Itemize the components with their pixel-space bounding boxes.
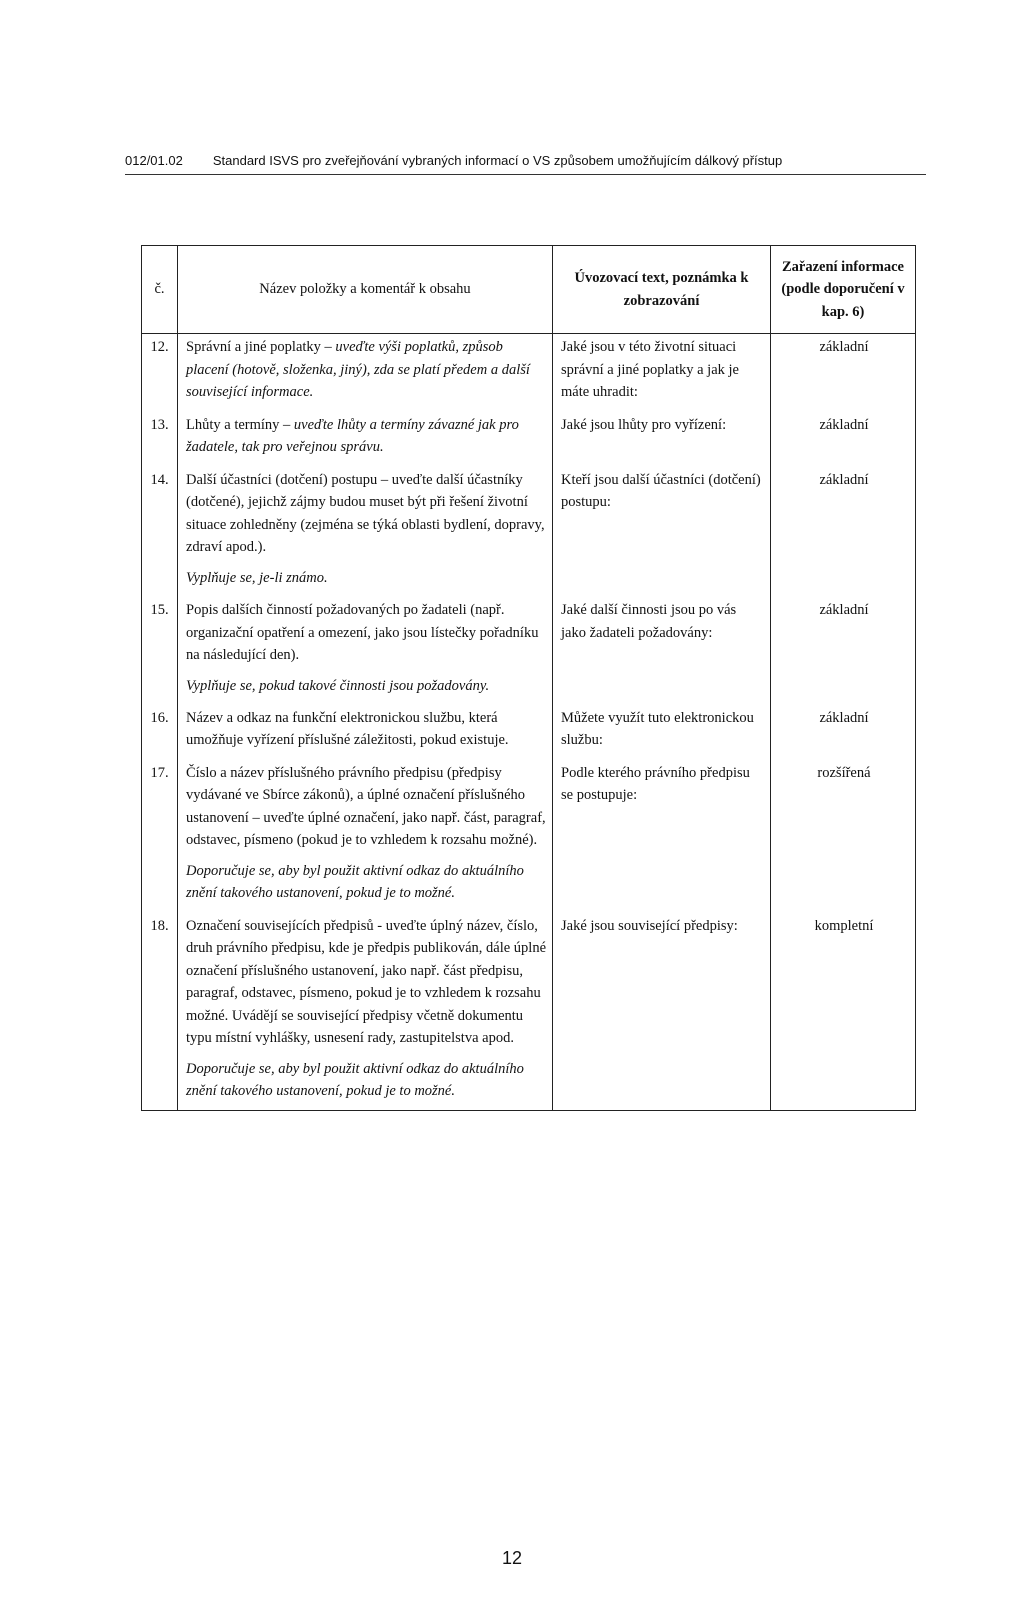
page-header [125,153,926,175]
item-name-text: Číslo a název příslušného právního předpisu (předpisy vydávané ve Sbírce zákonů), a úplné označení příslušného ustanovení – uveďte úplné označení, jako např. část, paragraf, odstavec, písmeno (pokud je to vzhledem k rozsahu možné). [186,764,546,849]
table-row [142,597,916,705]
row-item-name [178,913,553,1111]
table-row [142,467,916,597]
row-item-name [178,597,553,705]
row-category: základní [771,597,916,705]
row-intro-text: Jaké jsou v této životní situaci správní a jiné poplatky a jak je máte uhradit: [553,334,771,412]
row-intro-text: Jaké další činnosti jsou po vás jako žadateli požadovány: [553,597,771,705]
item-name-text: Označení souvisejících předpisů - uveďte úplný název, číslo, druh právního předpisu, kde je předpis publikován, dále úplné označení příslušného ustanovení, jako např. část předpisu, paragraf, odstavec, písmeno, pokud je to vzhledem k rozsahu možné. Uvádějí se související předpisy včetně dokumentu typu místní vyhlášky, usnesení rady, zastupitelstva apod. [186,917,547,1047]
item-name-italic: uveďte výši poplatků, způsob placení (hotově, složenka, jiný), zda se platí předem a další související informace. [186,339,530,401]
item-note: Vyplňuje se, pokud takové činnosti jsou požadovány. [186,677,490,694]
row-number-text: 12. [150,339,169,356]
row-item-name [178,705,553,760]
item-name-text: Popis dalších činností požadovaných po žadateli (např. organizační opatření a omezení, jako jsou lístečky pořadníku na následující den). [186,602,539,664]
item-note: Vyplňuje se, je-li známo. [186,569,328,586]
row-number-text: 13. [150,416,169,433]
item-name-text: Název a odkaz na funkční elektronickou službu, která umožňuje vyřízení příslušné záležitosti, pokud existuje. [186,709,509,749]
row-number [142,760,178,913]
standard-items-table [141,245,916,1111]
item-note: Doporučuje se, aby byl použit aktivní odkaz do aktuálního znění takového ustanovení, pokud je to možné. [186,1060,524,1099]
table-row [142,760,916,913]
row-number [142,467,178,597]
row-number-text: 17. [150,764,169,781]
document-title: Standard ISVS pro zveřejňování vybraných informací o VS způsobem umožňujícím dálkový přístup [212,153,783,168]
table-row [142,334,916,412]
table-row [142,705,916,760]
row-category: základní [771,412,916,467]
header-intro-text: Úvozovací text, poznámka k zobrazování [553,246,771,334]
document-code: 012/01.02 [125,153,183,168]
row-item-name [178,412,553,467]
row-number [142,412,178,467]
header-item-name: Název položky a komentář k obsahu [178,246,553,334]
row-intro-text: Jaké jsou lhůty pro vyřízení: [553,412,771,467]
row-category: základní [771,334,916,412]
row-number [142,334,178,412]
item-name-text: Lhůty a termíny – [186,416,294,433]
page-number: 12 [501,1548,523,1568]
header-category: Zařazení informace (podle doporučení v kap. 6) [771,246,916,334]
table-header-row [142,246,916,334]
row-category: kompletní [771,913,916,1111]
item-name-italic: uveďte lhůty a termíny závazné jak pro žadatele, tak pro veřejnou správu. [186,416,519,456]
row-intro-text: Kteří jsou další účastníci (dotčení) postupu: [553,467,771,597]
row-number-text: 16. [150,709,169,726]
table-row [142,913,916,1111]
row-item-name [178,760,553,913]
row-number [142,597,178,705]
row-intro-text: Můžete využít tuto elektronickou službu: [553,705,771,760]
row-intro-text: Podle kterého právního předpisu se postupuje: [553,760,771,913]
row-number [142,705,178,760]
row-item-name [178,467,553,597]
item-note: Doporučuje se, aby byl použit aktivní odkaz do aktuálního znění takového ustanovení, pokud je to možné. [186,862,524,902]
row-category: základní [771,705,916,760]
row-intro-text: Jaké jsou související předpisy: [553,913,771,1111]
item-name-text: Správní a jiné poplatky – [186,339,336,356]
row-category: rozšířená [771,760,916,913]
row-number-text: 18. [150,917,169,934]
row-category: základní [771,467,916,597]
row-number-text: 14. [150,471,169,488]
row-item-name [178,334,553,412]
row-number-text: 15. [150,602,169,619]
row-number [142,913,178,1111]
header-number: č. [142,246,178,334]
table-row [142,412,916,467]
item-name-text: Další účastníci (dotčení) postupu – uveďte další účastníky (dotčené), jejichž zájmy budou muset být při řešení životní situace zohledněny (zejména se týká oblasti bydlení, dopravy, zdraví apod.). [186,471,545,556]
